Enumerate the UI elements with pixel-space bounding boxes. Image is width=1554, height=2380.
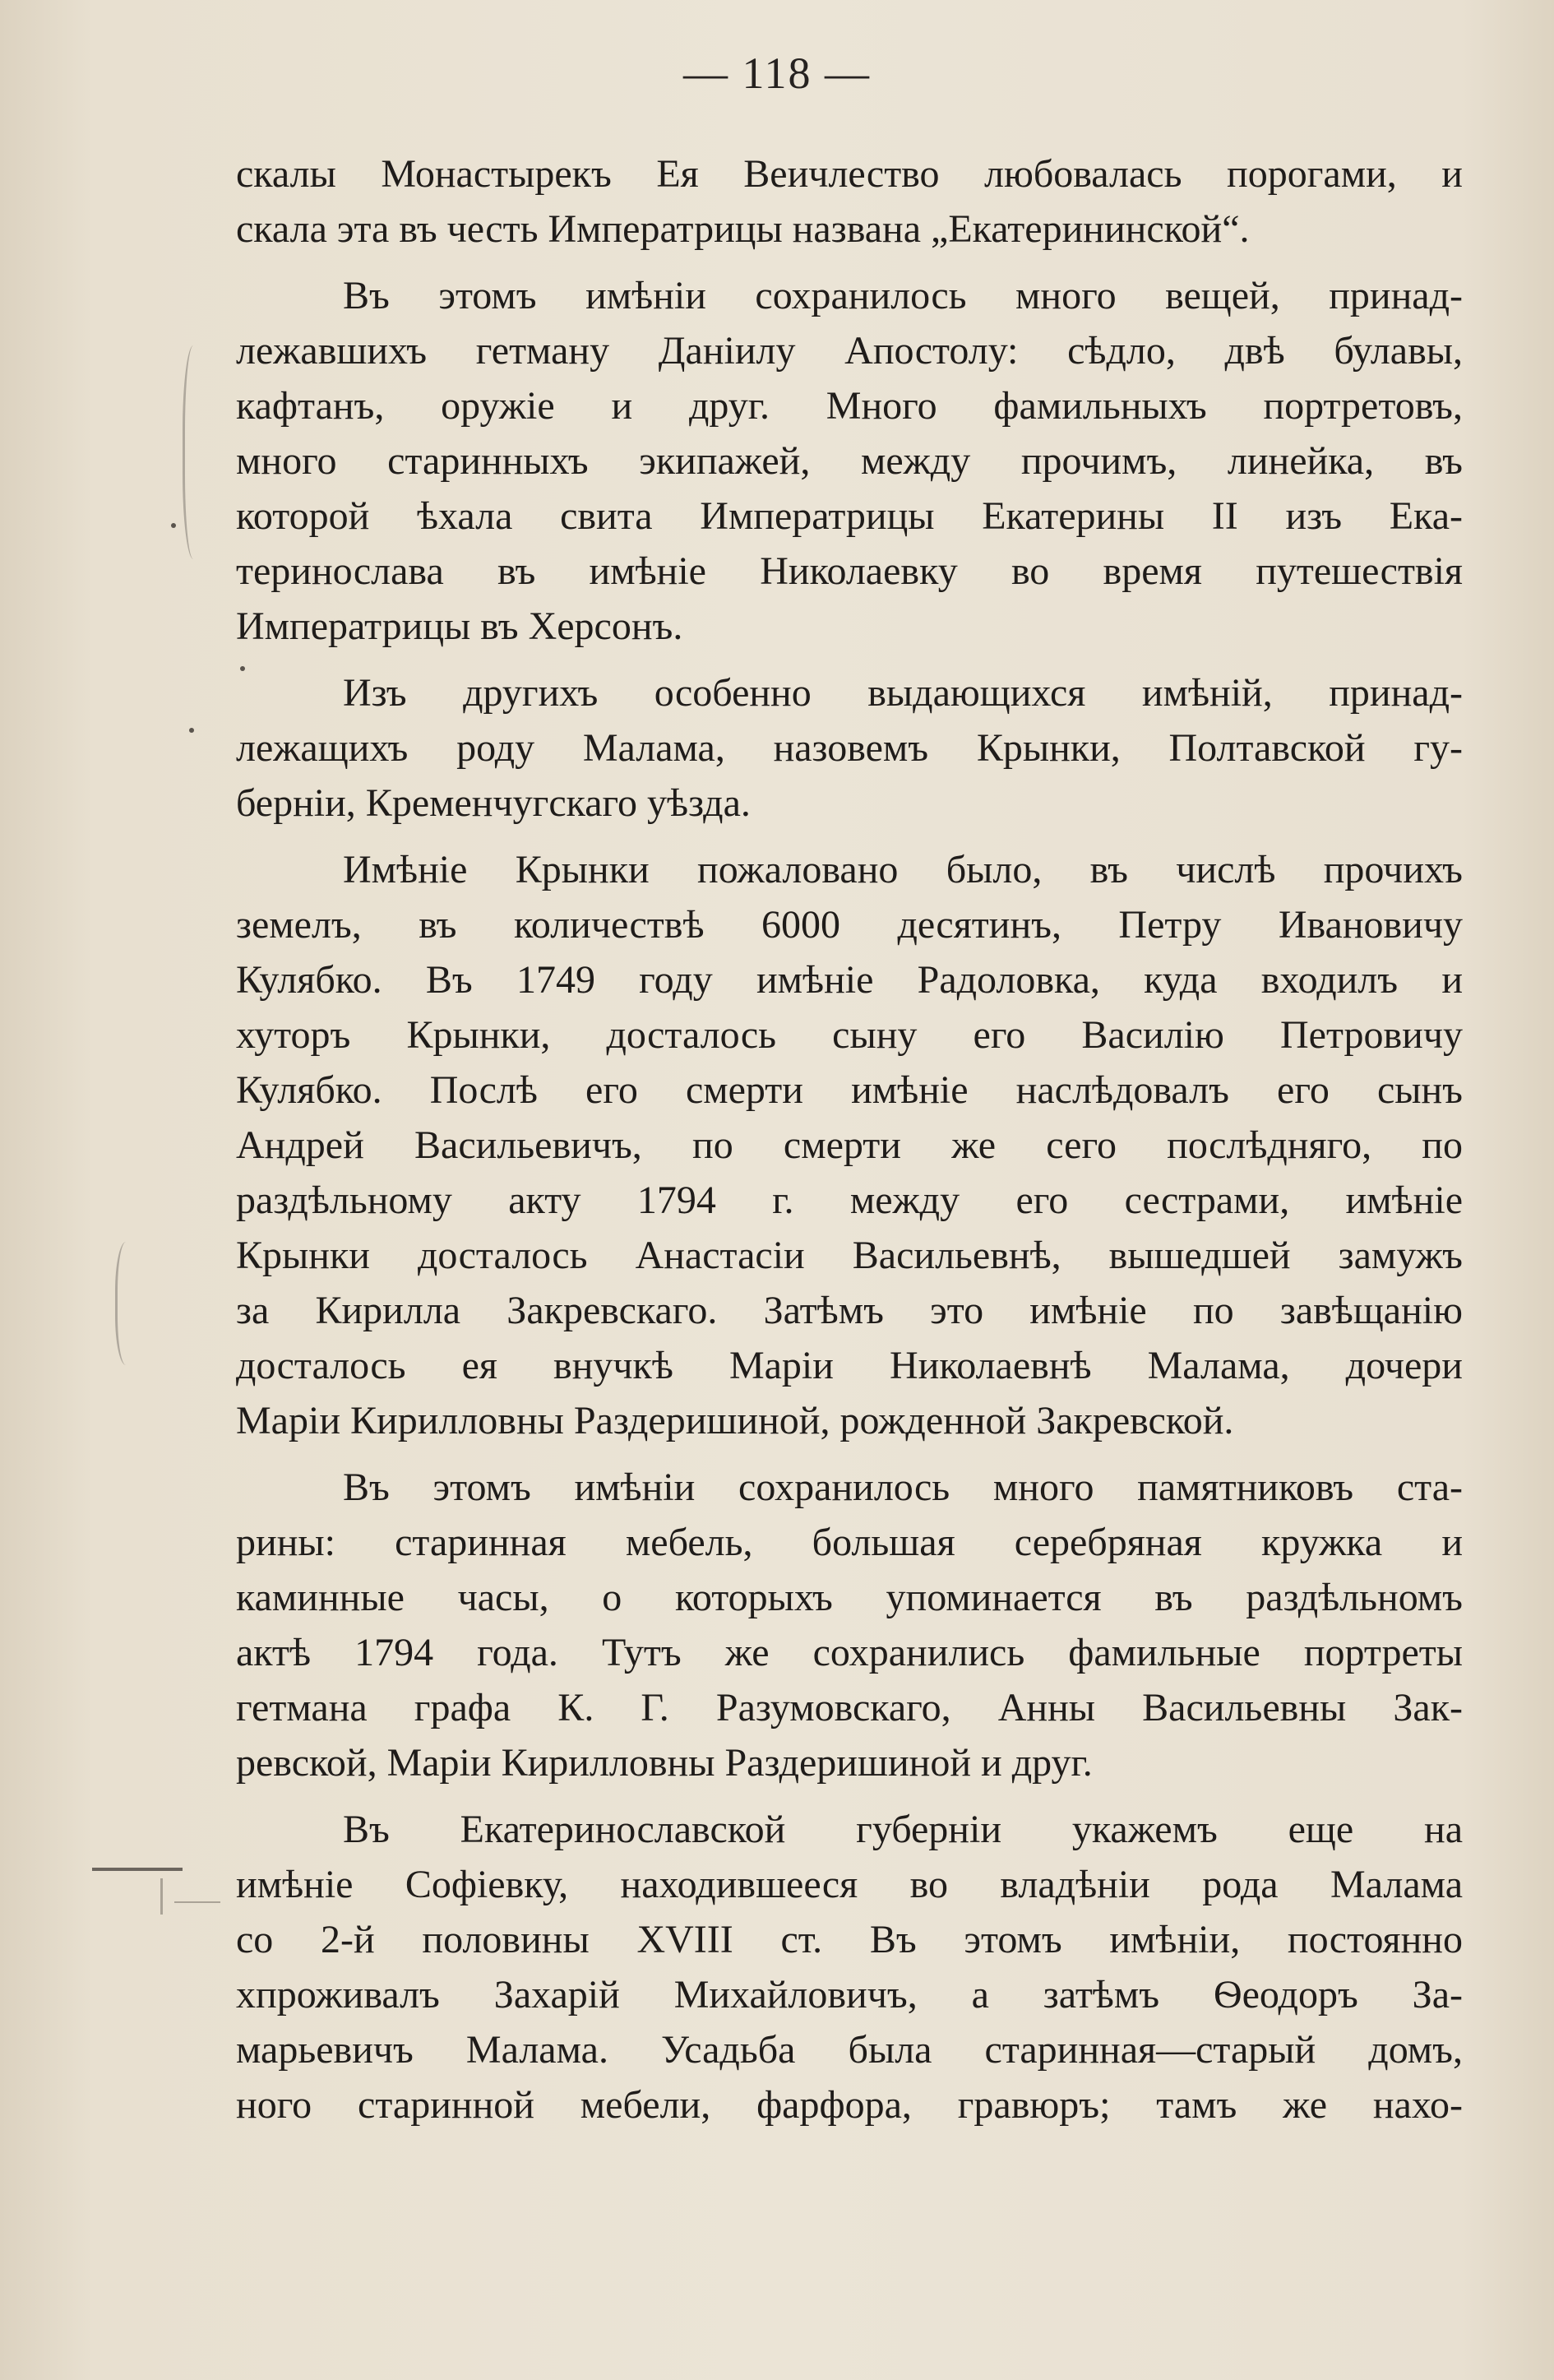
text-line: Имѣніе Крынки пожаловано было, въ числѣ прочихъ [343,848,1463,891]
text-line: имѣніе Софіевку, находившееся во владѣніи рода Малама [236,1863,1463,1906]
text-line: скала эта въ честь Императрицы названа „Екатерининской“. [236,207,1250,251]
text-line: со 2-й половины XVIII ст. Въ этомъ имѣніи, постоянно [236,1918,1463,1961]
text-line: ревской, Маріи Кирилловны Раздеришиной и друг. [236,1741,1093,1785]
text-line: Крынки досталось Анастасіи Васильевнѣ, вышедшей замужъ [236,1234,1463,1277]
body-text [236,146,1463,2144]
paragraph-6 [236,1802,1463,2132]
margin-tick-mark [160,1878,163,1915]
text-line: лежавшихъ гетману Даніилу Апостолу: сѣдло, двѣ булавы, [236,329,1463,373]
text-line: марьевичъ Малама. Усадьба была старинная—старый домъ, [236,2028,1463,2072]
paragraph-5 [236,1460,1463,1790]
text-line: Андрей Васильевичъ, по смерти же сего послѣдняго, по [236,1123,1463,1167]
text-line: теринослава въ имѣніе Николаевку во время путешествія [236,549,1463,593]
text-line: рины: старинная мебель, большая серебряная кружка и [236,1521,1463,1564]
text-line: Кулябко. Послѣ его смерти имѣніе наслѣдовалъ его сынъ [236,1068,1463,1112]
text-line: Изъ другихъ особенно выдающихся имѣній, принад- [343,671,1463,715]
text-line: Въ этомъ имѣніи сохранилось много памятниковъ ста- [343,1466,1463,1509]
text-line: лежащихъ роду Малама, назовемъ Крынки, Полтавской гу- [236,726,1463,770]
paragraph-3 [236,665,1463,831]
text-line: Въ этомъ имѣніи сохранилось много вещей, принад- [343,274,1463,317]
text-line: ного старинной мебели, фарфора, гравюръ; тамъ же нахо- [236,2083,1463,2127]
text-line: за Кирилла Закревскаго. Затѣмъ это имѣніе по завѣщанію [236,1289,1463,1332]
margin-dot [240,666,245,671]
text-line: Императрицы въ Херсонъ. [236,604,683,648]
text-line: берніи, Кременчугскаго уѣзда. [236,781,751,825]
text-line: актѣ 1794 года. Тутъ же сохранились фамильные портреты [236,1631,1463,1674]
text-line: каминные часы, о которыхъ упоминается въ раздѣльномъ [236,1576,1463,1619]
margin-dot [189,728,194,733]
text-line: которой ѣхала свита Императрицы Екатерины II изъ Ека- [236,494,1463,538]
margin-dash-mark [174,1901,220,1903]
page-number: — 118 — [683,49,871,98]
text-line: хпроживалъ Захарій Михайловичъ, а затѣмъ Ѳеодоръ За- [236,1973,1463,2017]
text-line: Кулябко. Въ 1749 году имѣніе Радоловка, куда входилъ и [236,958,1463,1002]
paragraph-4 [236,842,1463,1448]
margin-pencil-curve [115,1242,142,1365]
text-line: досталось ея внучкѣ Маріи Николаевнѣ Малама, дочери [236,1344,1463,1387]
text-line: гетмана графа К. Г. Разумовскаго, Анны Васильевны Зак- [236,1686,1463,1729]
text-line: кафтанъ, оружіе и друг. Много фамильныхъ портретовъ, [236,384,1463,428]
margin-dash-mark [92,1868,183,1871]
text-line: Въ Екатеринославской губерніи укажемъ еще на [343,1808,1463,1851]
paragraph-2 [236,268,1463,654]
margin-dot [171,523,176,528]
text-line: хуторъ Крынки, досталось сыну его Василію Петровичу [236,1013,1463,1057]
paragraph-1 [236,146,1463,257]
text-line: много старинныхъ экипажей, между прочимъ, линейка, въ [236,439,1463,483]
text-line: скалы Монастырекъ Ея Веичлество любовалась порогами, и [236,152,1463,196]
margin-pencil-curve [183,345,210,559]
text-line: раздѣльному акту 1794 г. между его сестрами, имѣніе [236,1178,1463,1222]
text-line: земелъ, въ количествѣ 6000 десятинъ, Петру Ивановичу [236,903,1463,947]
text-line: Маріи Кирилловны Раздеришиной, рожденной Закревской. [236,1399,1234,1442]
